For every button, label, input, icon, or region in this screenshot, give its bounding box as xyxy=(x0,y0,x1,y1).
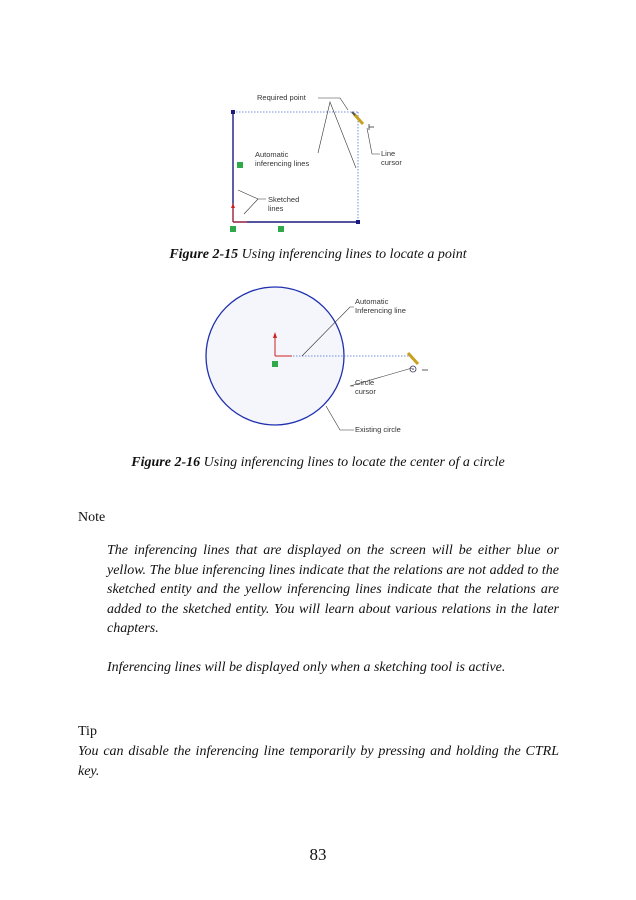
tip-text: You can disable the inferencing line temporarily by pressing and holding the CTRL key. xyxy=(78,744,559,779)
label-lines: lines xyxy=(268,204,284,213)
label-existing-circle: Existing circle xyxy=(355,425,401,434)
page-number: 83 xyxy=(309,845,327,864)
label-automatic: Automatic xyxy=(255,150,289,159)
caption-label: Figure 2-16 xyxy=(131,455,201,470)
note-paragraph-1: The inferencing lines that are displayed on the screen will be either blue or yellow. The blue inferencing lines indicate that the relations are not added to the sketched entity and the yellow inferencing lines indicate that the relations are added to the sketched entity. You will learn about various relations in the later chapters. xyxy=(107,543,559,636)
figure-2-16-caption xyxy=(0,455,636,471)
note-paragraph-2: Inferencing lines will be displayed only when a sketching tool is active. xyxy=(107,660,506,675)
label-cursor: cursor xyxy=(381,158,402,167)
label-sketched: Sketched xyxy=(268,195,300,204)
relation-icon xyxy=(272,361,278,367)
label-cursor: cursor xyxy=(355,387,376,396)
tip-heading: Tip xyxy=(78,724,97,739)
circle-cursor-icon xyxy=(408,353,428,372)
label-required-point: Required point xyxy=(257,93,306,102)
caption-text: Using inferencing lines to locate a point xyxy=(238,247,467,262)
note-heading: Note xyxy=(78,510,106,525)
label-inferencing-lines: inferencing lines xyxy=(255,159,310,168)
label-automatic: Automatic xyxy=(355,297,389,306)
label-circle: Circle xyxy=(355,378,375,387)
caption-text: Using inferencing lines to locate the center of a circle xyxy=(200,455,505,470)
label-inferencing-line: Inferencing line xyxy=(355,306,406,315)
caption-label: Figure 2-15 xyxy=(169,247,239,262)
label-line: Line xyxy=(381,149,396,158)
